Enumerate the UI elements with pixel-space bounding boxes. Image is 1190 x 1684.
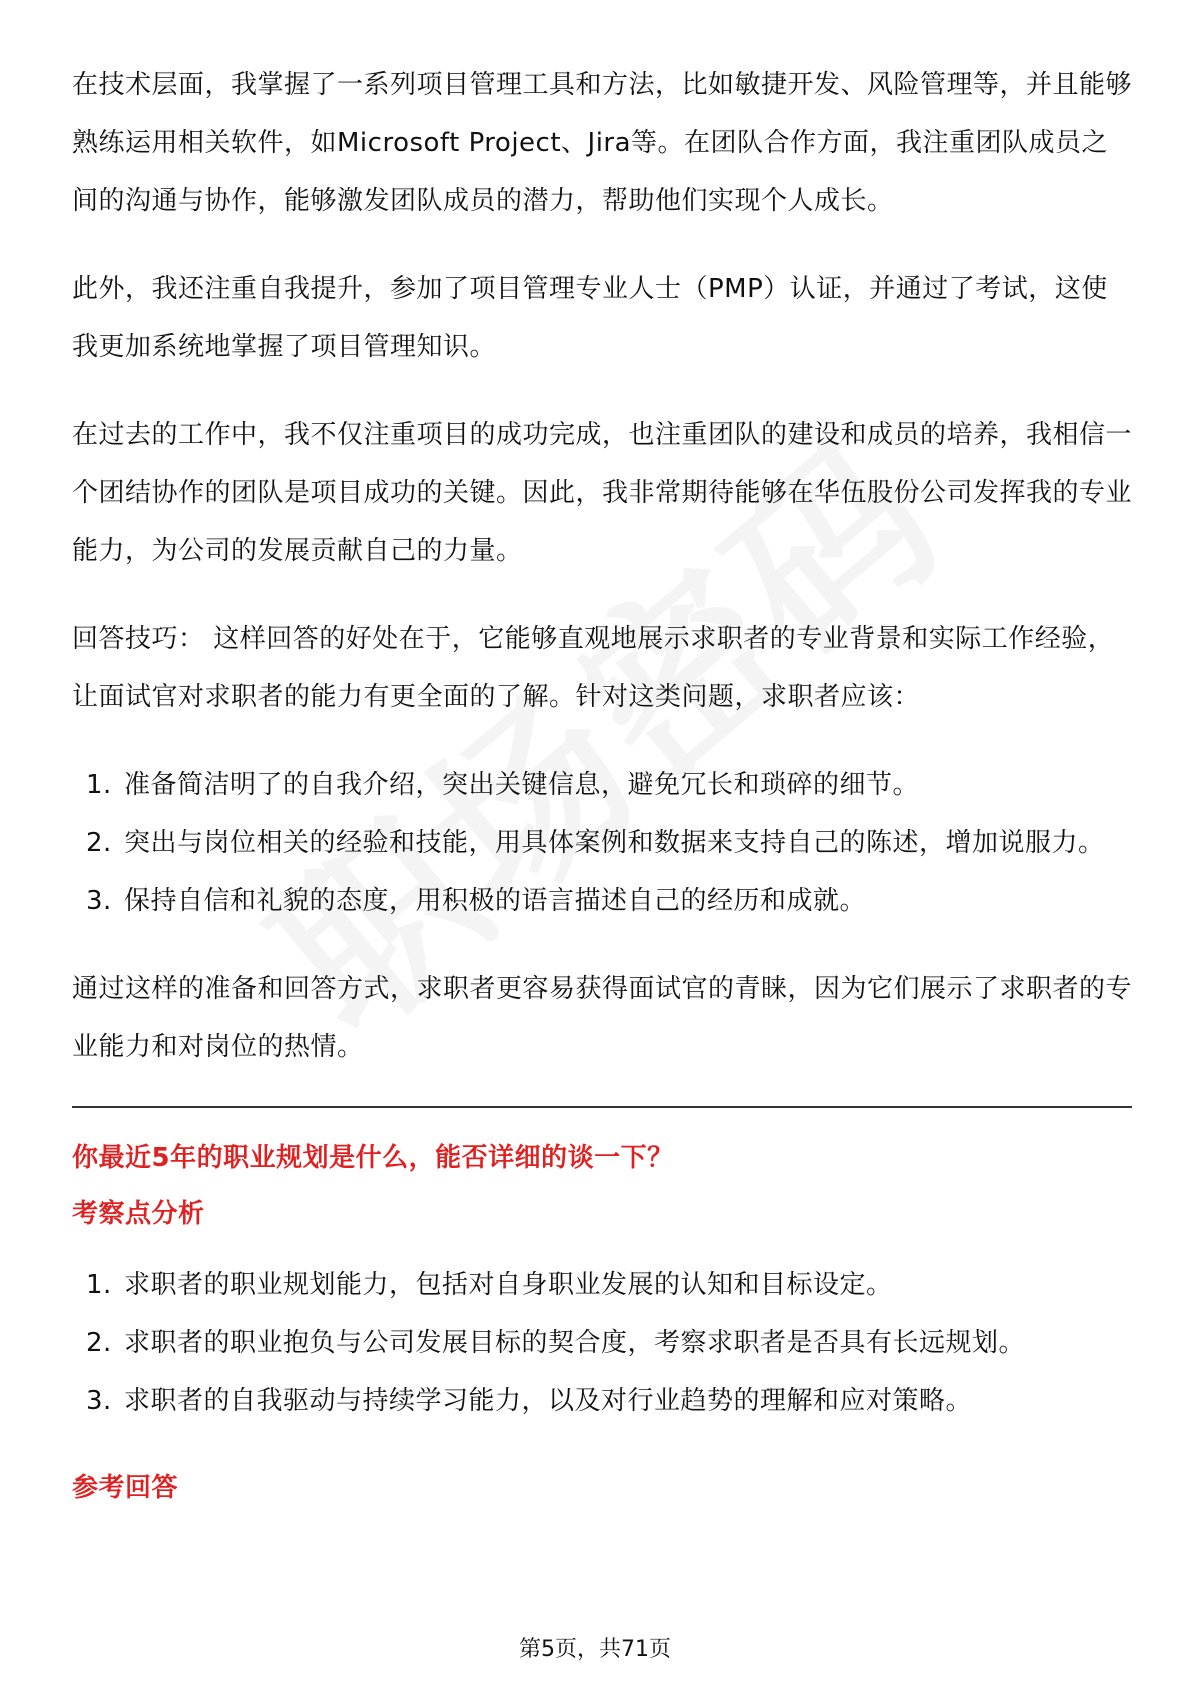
paragraph-technical-skills: 在技术层面，我掌握了一系列项目管理工具和方法，比如敏捷开发、风险管理等，并且能够熟练运用相关软件，如Microsoft Project、Jira等。在团队合作方面，我注重团队成员之间的沟通与协作，能够激发团队成员的潜力，帮助他们实现个人成长。 <box>72 70 1133 216</box>
list-item <box>72 814 1132 872</box>
list-item-number: 2. <box>86 1328 112 1358</box>
list-item <box>72 1372 1132 1430</box>
list-item-number: 1. <box>86 1270 112 1300</box>
list-item-number: 1. <box>86 770 112 800</box>
list-item-text: 求职者的职业规划能力，包括对自身职业发展的认知和目标设定。 <box>124 1270 893 1300</box>
question-title: 你最近5年的职业规划是什么，能否详细的谈一下？ <box>72 1143 674 1173</box>
page-content <box>72 56 1132 1516</box>
list-item <box>72 872 1132 930</box>
list-item <box>72 1314 1132 1372</box>
answer-heading: 参考回答 <box>72 1473 179 1503</box>
list-item <box>72 756 1132 814</box>
list-item-number: 2. <box>86 828 112 858</box>
list-item-text: 求职者的职业抱负与公司发展目标的契合度，考察求职者是否具有长远规划。 <box>124 1328 1026 1358</box>
list-item-text: 突出与岗位相关的经验和技能，用具体案例和数据来支持自己的陈述，增加说服力。 <box>124 828 1105 858</box>
page-number: 第5页，共71页 <box>519 1637 671 1662</box>
paragraph-conclusion: 通过这样的准备和回答方式，求职者更容易获得面试官的青睐，因为它们展示了求职者的专业能力和对岗位的热情。 <box>72 974 1133 1062</box>
analysis-points-list <box>72 1256 1132 1430</box>
list-item <box>72 1256 1132 1314</box>
analysis-heading: 考察点分析 <box>72 1199 205 1229</box>
paragraph-answer-tips: 回答技巧： 这样回答的好处在于，它能够直观地展示求职者的专业背景和实际工作经验，让面试官对求职者的能力有更全面的了解。针对这类问题，求职者应该： <box>72 624 1115 712</box>
tips-list <box>72 756 1132 930</box>
list-item-number: 3. <box>86 886 112 916</box>
paragraph-self-improvement: 此外，我还注重自我提升，参加了项目管理专业人士（PMP）认证，并通过了考试，这使我更加系统地掌握了项目管理知识。 <box>72 274 1108 362</box>
list-item-text: 准备简洁明了的自我介绍，突出关键信息，避免冗长和琐碎的细节。 <box>124 770 920 800</box>
list-item-text: 求职者的自我驱动与持续学习能力，以及对行业趋势的理解和应对策略。 <box>124 1386 973 1416</box>
section-divider <box>72 1106 1132 1108</box>
list-item-text: 保持自信和礼貌的态度，用积极的语言描述自己的经历和成就。 <box>124 886 867 916</box>
list-item-number: 3. <box>86 1386 112 1416</box>
paragraph-past-work: 在过去的工作中，我不仅注重项目的成功完成，也注重团队的建设和成员的培养，我相信一个团结协作的团队是项目成功的关键。因此，我非常期待能够在华伍股份公司发挥我的专业能力，为公司的发展贡献自己的力量。 <box>72 420 1133 566</box>
